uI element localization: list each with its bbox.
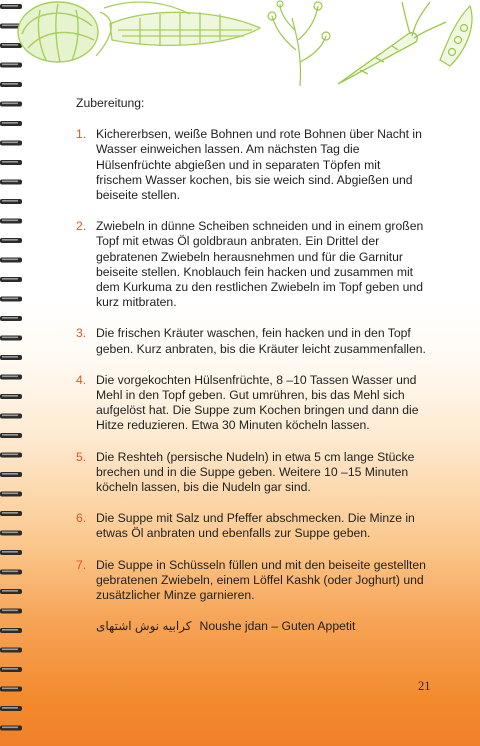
binding-ring-highlight: [2, 298, 18, 300]
step-item: [76, 326, 428, 356]
step-number: 3.: [76, 326, 87, 341]
binding-ring-highlight: [2, 181, 18, 183]
binding-ring-highlight: [2, 688, 18, 690]
step-text: Zwiebeln in dünne Scheiben schneiden und in einem großen Topf mit etwas Öl goldbraun anbraten. Ein Drittel der gebratenen Zwiebeln herausnehmen und für die Garnitur beiseite stellen. Knoblauch fein hacken und zusammen mit dem Kurkuma zu den restlichen Zwiebeln im Topf geben und kurz mitbraten.: [96, 219, 424, 310]
step-text: Kichererbsen, weiße Bohnen und rote Bohnen über Nacht in Wasser einweichen lassen. Am nächsten Tag die Hülsenfrüchte abgießen und in separaten Töpfen mit frischem Wasser kochen, bis sie weich sind. Abgießen und beiseite stellen.: [96, 127, 422, 203]
binding-ring-highlight: [2, 434, 18, 436]
binding-ring-highlight: [2, 356, 18, 358]
binding-ring-highlight: [2, 415, 18, 417]
binding-ring-highlight: [2, 220, 18, 222]
binding-ring-highlight: [2, 590, 18, 592]
binding-ring-highlight: [2, 512, 18, 514]
binding-ring-highlight: [2, 142, 18, 144]
binding-ring-highlight: [2, 161, 18, 163]
binding-ring-highlight: [2, 629, 18, 631]
closing-line: [96, 619, 428, 634]
binding-ring-highlight: [2, 649, 18, 651]
vegetable-illustration: [0, 0, 480, 92]
spiral-binding: [0, 0, 28, 746]
step-item: [76, 558, 428, 604]
step-text: Die vorgekochten Hülsenfrüchte, 8 –10 Tassen Wasser und Mehl in den Topf geben. Gut umrühren, bis das Mehl sich aufgelöst hat. Die Suppe zum Kochen bringen und dann die Hitze reduzieren. Etwa 30 Minuten köcheln lassen.: [96, 372, 419, 433]
binding-ring-highlight: [2, 317, 18, 319]
binding-ring-highlight: [2, 668, 18, 670]
step-item: [76, 450, 428, 496]
binding-ring-highlight: [2, 571, 18, 573]
binding-ring-highlight: [2, 473, 18, 475]
binding-ring-highlight: [2, 610, 18, 612]
binding-ring-highlight: [2, 337, 18, 339]
binding-ring-highlight: [2, 200, 18, 202]
binding-ring-highlight: [2, 259, 18, 261]
section-heading: Zubereitung:: [76, 96, 145, 110]
step-item: [76, 511, 428, 541]
binding-ring-highlight: [2, 239, 18, 241]
step-item: [76, 219, 428, 310]
herb-icon: [268, 1, 330, 86]
step-number: 5.: [76, 449, 87, 464]
binding-ring-highlight: [2, 727, 18, 729]
step-text: Die frischen Kräuter waschen, fein hacken und in den Topf geben. Kurz anbraten, bis die Kräuter leicht zusammenfallen.: [96, 326, 426, 356]
binding-ring-highlight: [2, 532, 18, 534]
carrot-icon: [338, 2, 446, 84]
step-item: [76, 127, 428, 203]
binding-ring-highlight: [2, 551, 18, 553]
step-number: 6.: [76, 511, 87, 526]
step-item: [76, 373, 428, 434]
binding-ring-highlight: [2, 707, 18, 709]
step-text: Die Suppe in Schüsseln füllen und mit den beiseite gestellten gebratenen Zwiebeln, einem Löffel Kashk (oder Joghurt) und zusätzlicher Minze garnieren.: [96, 557, 426, 603]
binding-ring-highlight: [2, 122, 18, 124]
binding-ring-highlight: [2, 278, 18, 280]
step-number: 7.: [76, 557, 87, 572]
peapod-icon: [440, 6, 472, 66]
step-number: 1.: [76, 127, 87, 142]
binding-ring-highlight: [2, 493, 18, 495]
corn-icon: [96, 2, 260, 56]
binding-ring-highlight: [2, 376, 18, 378]
recipe-content: [76, 96, 428, 634]
step-number: 4.: [76, 372, 87, 387]
steps-list: [76, 127, 428, 603]
page-number: 21: [418, 679, 431, 693]
step-text: Die Reshteh (persische Nudeln) in etwa 5 cm lange Stücke brechen und in die Suppe geben. Weitere 10 –15 Minuten köcheln lassen, bis die Nudeln gar sind.: [96, 449, 415, 495]
step-number: 2.: [76, 219, 87, 234]
step-text: Die Suppe mit Salz und Pfeffer abschmecken. Die Minze in etwas Öl anbraten und ebenfalls zur Suppe geben.: [96, 511, 415, 541]
closing-arabic-text: کرابیه نوش اشتهای: [96, 619, 192, 634]
cabbage-icon: [18, 2, 98, 62]
closing-text: Noushe jdan – Guten Appetit: [199, 619, 356, 634]
binding-ring-highlight: [2, 395, 18, 397]
binding-ring-highlight: [2, 103, 18, 105]
binding-ring-highlight: [2, 454, 18, 456]
